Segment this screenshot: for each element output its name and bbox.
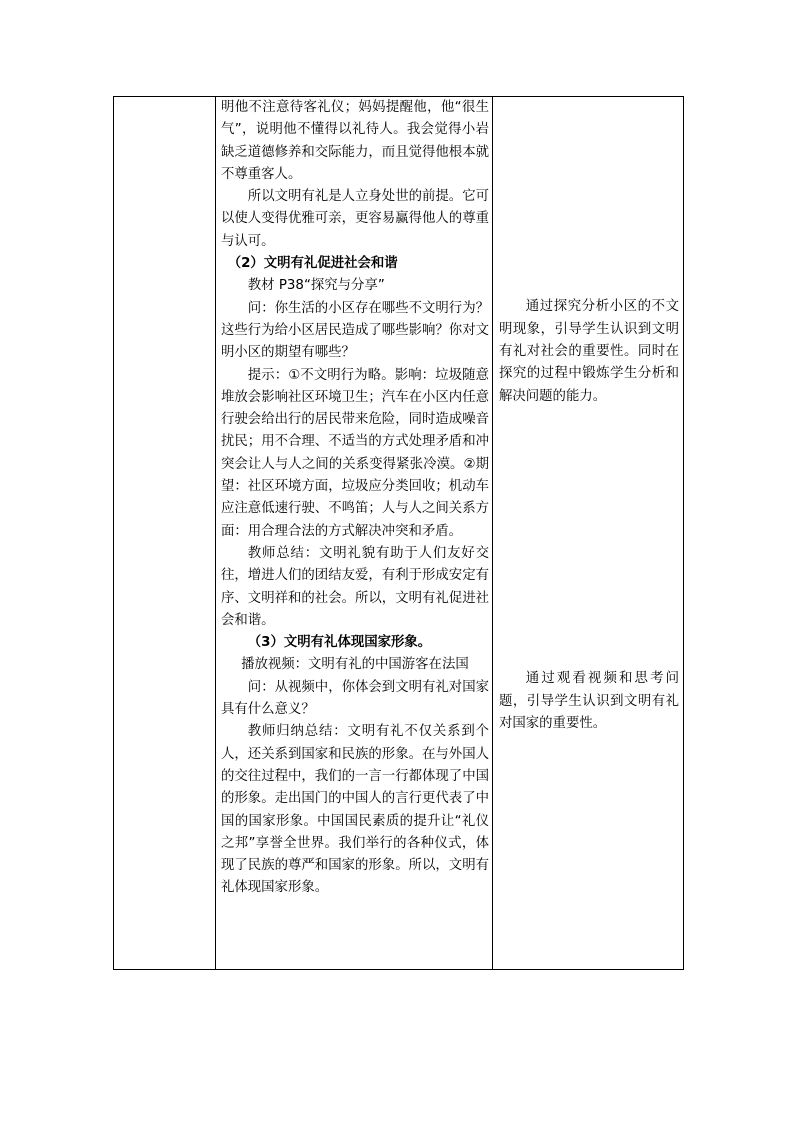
paragraph-conclusion-1: 所以文明有礼是人立身处世的前提。它可以使人变得优雅可亲，更容易赢得他人的尊重与认可。 xyxy=(221,189,489,249)
table-row xyxy=(114,97,684,970)
design-intent-notes xyxy=(493,97,683,969)
teaching-content xyxy=(216,97,492,900)
paragraph-question-2: 问：从视频中，你体会到文明有礼对国家具有什么意义？ xyxy=(221,679,489,718)
left-empty-cell xyxy=(114,97,216,970)
paragraph-teacher-summary-1: 教师总结：文明礼貌有助于人们友好交往，增进人们的团结友爱，有利于形成安定有序、文明祥和的社会。所以，文明有礼促进社会和谐。 xyxy=(221,545,489,628)
teaching-process-cell xyxy=(216,97,493,970)
paragraph-hint: 提示：①不文明行为略。影响：垃圾随意堆放会影响社区环境卫生；汽车在小区内任意行驶会给出行的居民带来危险，同时造成噪音扰民；用不合理、不适当的方式处理矛盾和冲突会让人与人之间的关系变得紧张冷漠。②期望：社区环境方面，垃圾应分类回收；机动车应注意低速行驶、不鸣笛；人与人之间关系方面：用合理合法的方式解决冲突和矛盾。 xyxy=(221,367,489,539)
paragraph-guest-etiquette: 明他不注意待客礼仪；妈妈提醒他，他“很生气”，说明他不懂得以礼待人。我会觉得小岩缺乏道德修养和交际能力，而且觉得他根本就不尊重客人。 xyxy=(221,100,489,182)
design-intent-note-2: 通过观看视频和思考问题，引导学生认识到文明有礼对国家的重要性。 xyxy=(499,671,679,731)
paragraph-teacher-summary-2: 教师归纳总结：文明有礼不仅关系到个人，还关系到国家和民族的形象。在与外国人的交往过程中，我们的一言一行都体现了中国的形象。走出国门的中国人的言行更代表了中国的国家形象。中国国民素质的提升让“礼仪之邦”享誉全世界。我们举行的各种仪式，体现了民族的尊严和国家的形象。所以，文明有礼体现国家形象。 xyxy=(221,724,489,896)
paragraph-textbook-ref: 教材 P38“探究与分享” xyxy=(247,278,385,294)
paragraph-question-1: 问：你生活的小区存在哪些不文明行为？这些行为给小区居民造成了哪些影响？你对文明小区的期望有哪些？ xyxy=(221,300,489,361)
design-intent-cell xyxy=(493,97,684,970)
heading-national-image: （3）文明有礼体现国家形象。 xyxy=(247,635,432,651)
lesson-plan-table xyxy=(113,96,684,970)
heading-social-harmony: （2）文明有礼促进社会和谐 xyxy=(227,256,398,272)
paragraph-video: 播放视频：文明有礼的中国游客在法国 xyxy=(241,657,469,673)
design-intent-note-1: 通过探究分析小区的不文明现象，引导学生认识到文明有礼对社会的重要性。同时在探究的过程中锻炼学生分析和解决问题的能力。 xyxy=(499,299,679,404)
